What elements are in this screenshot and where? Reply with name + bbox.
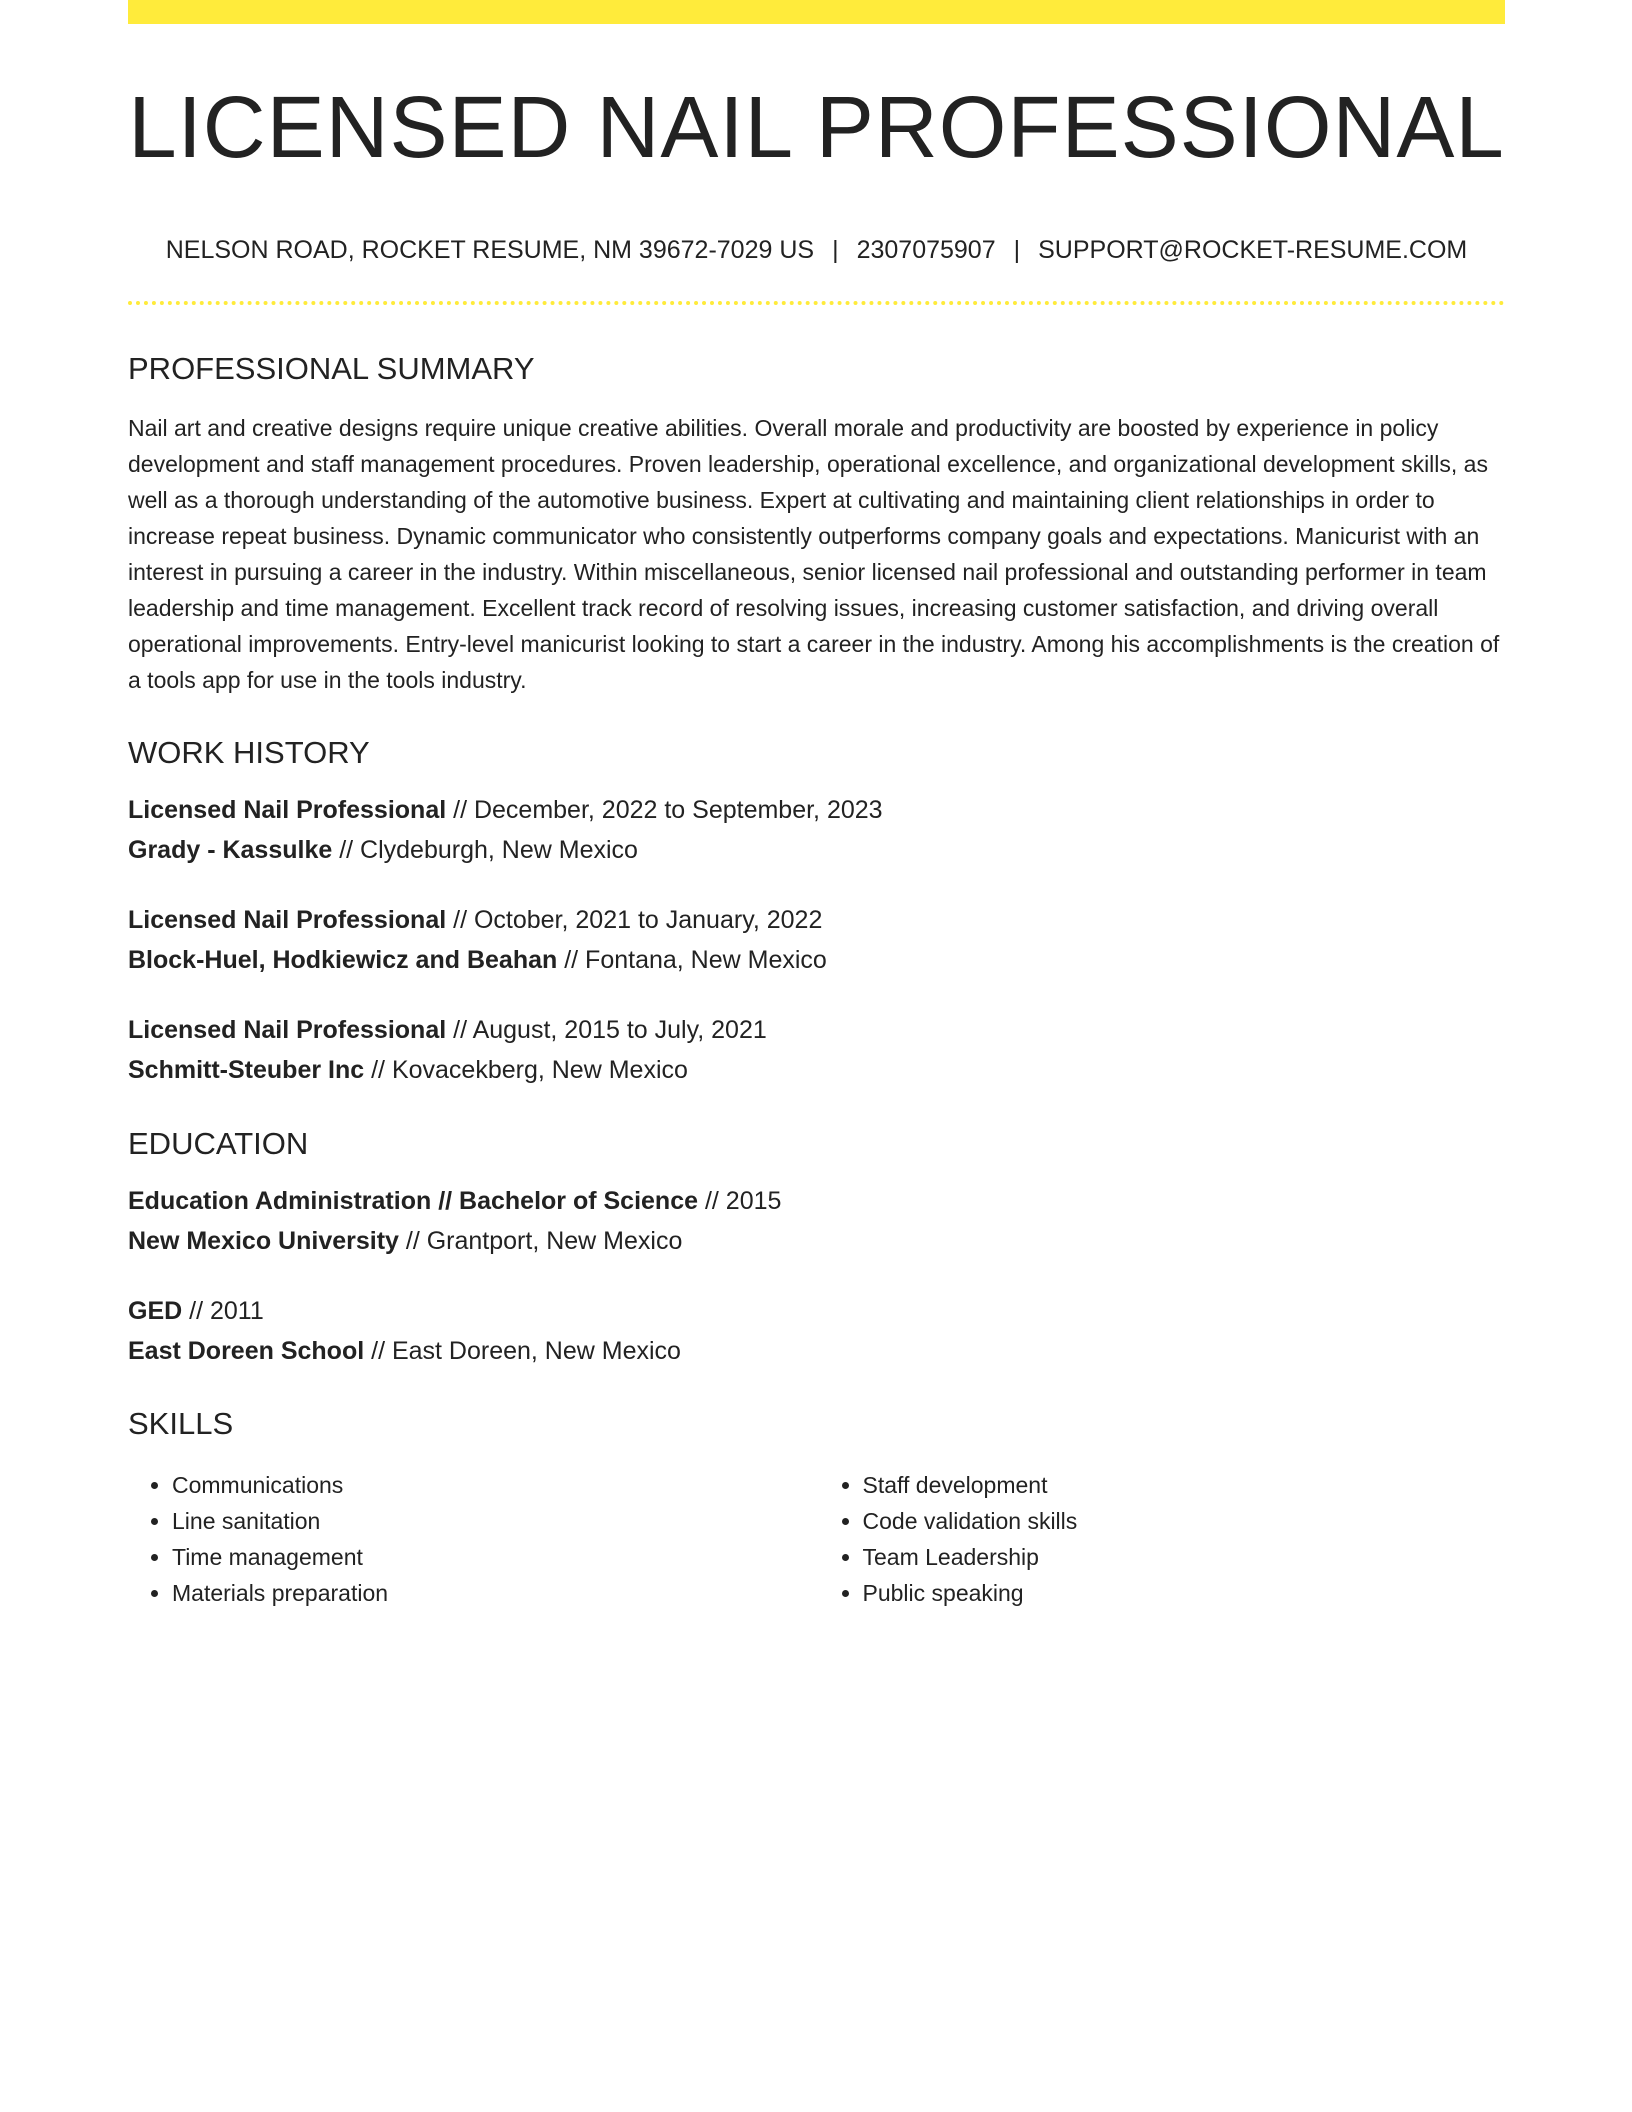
dotted-divider bbox=[128, 301, 1505, 305]
degree-line bbox=[128, 1291, 1505, 1331]
job-location: // Fontana, New Mexico bbox=[557, 946, 827, 974]
education-heading: EDUCATION bbox=[128, 1126, 309, 1161]
contact-phone: 2307075907 bbox=[856, 236, 996, 264]
school-name: New Mexico University bbox=[128, 1227, 399, 1255]
skill-item: • Line sanitation bbox=[172, 1503, 817, 1539]
accent-bar bbox=[128, 0, 1505, 24]
skills-column-left bbox=[128, 1467, 817, 1611]
skill-item: • Communications bbox=[172, 1467, 817, 1503]
contact-email: SUPPORT@ROCKET-RESUME.COM bbox=[1038, 236, 1468, 264]
summary-heading: PROFESSIONAL SUMMARY bbox=[128, 351, 535, 386]
contact-separator: | bbox=[832, 236, 839, 264]
graduation-year: // 2011 bbox=[182, 1297, 264, 1325]
job-location: // Kovacekberg, New Mexico bbox=[364, 1056, 688, 1084]
job-company: Block-Huel, Hodkiewicz and Beahan bbox=[128, 946, 558, 974]
education-entry bbox=[128, 1291, 1505, 1371]
skills-column-right bbox=[817, 1467, 1506, 1611]
job-company-line bbox=[128, 940, 1505, 980]
candidate-title: LICENSED NAIL PROFESSIONAL bbox=[128, 79, 1505, 176]
job-dates: // December, 2022 to September, 2023 bbox=[446, 796, 883, 824]
job-title-line bbox=[128, 790, 1505, 830]
job-dates: // August, 2015 to July, 2021 bbox=[446, 1016, 767, 1044]
school-line bbox=[128, 1331, 1505, 1371]
job-location: // Clydeburgh, New Mexico bbox=[332, 836, 638, 864]
job-entry bbox=[128, 900, 1505, 980]
skills-heading: SKILLS bbox=[128, 1406, 234, 1441]
job-company-line bbox=[128, 1050, 1505, 1090]
school-name: East Doreen School bbox=[128, 1337, 365, 1365]
skills-list bbox=[128, 1467, 1505, 1611]
job-dates: // October, 2021 to January, 2022 bbox=[446, 906, 823, 934]
job-role: Licensed Nail Professional bbox=[128, 1016, 447, 1044]
skill-item: • Public speaking bbox=[863, 1575, 1506, 1611]
job-entry bbox=[128, 1010, 1505, 1090]
skill-item: • Materials preparation bbox=[172, 1575, 817, 1611]
skill-item: • Time management bbox=[172, 1539, 817, 1575]
skill-item: • Team Leadership bbox=[863, 1539, 1506, 1575]
job-title-line bbox=[128, 900, 1505, 940]
skill-item: • Staff development bbox=[863, 1467, 1506, 1503]
work-history-heading: WORK HISTORY bbox=[128, 735, 370, 770]
resume-page bbox=[128, 0, 1505, 1611]
contact-separator: | bbox=[1013, 236, 1021, 264]
contact-line bbox=[128, 238, 1505, 263]
degree-line bbox=[128, 1181, 1505, 1221]
degree: Education Administration // Bachelor of Science bbox=[128, 1187, 699, 1215]
job-title-line bbox=[128, 1010, 1505, 1050]
education-entry bbox=[128, 1181, 1505, 1261]
graduation-year: // 2015 bbox=[698, 1187, 782, 1215]
contact-address: NELSON ROAD, ROCKET RESUME, NM 39672-7029 US bbox=[165, 236, 815, 264]
job-role: Licensed Nail Professional bbox=[128, 796, 447, 824]
school-location: // East Doreen, New Mexico bbox=[364, 1337, 681, 1365]
job-company: Grady - Kassulke bbox=[128, 836, 333, 864]
degree: GED bbox=[128, 1297, 183, 1325]
skill-item: • Code validation skills bbox=[863, 1503, 1506, 1539]
job-entry bbox=[128, 790, 1505, 870]
job-company-line bbox=[128, 830, 1505, 870]
job-company: Schmitt-Steuber Inc bbox=[128, 1056, 365, 1084]
job-role: Licensed Nail Professional bbox=[128, 906, 447, 934]
summary-text: Nail art and creative designs require unique creative abilities. Overall morale and productivity are boosted by experience in policy development and staff management procedures. Proven leadership, operational excellence, and organizational development skills, as well as a thorough understanding of the automotive business. Expert at cultivating and maintaining client relationships in order to increase repeat business. Dynamic communicator who consistently outperforms company goals and expectations. Manicurist with an interest in pursuing a career in the industry. Within miscellaneous, senior licensed nail professional and outstanding performer in team leadership and time management. Excellent track record of resolving issues, increasing customer satisfaction, and driving overall operational improvements. Entry-level manicurist looking to start a career in the industry. Among his accomplishments is the creation of a tools app for use in the tools industry. bbox=[128, 415, 1500, 693]
school-line bbox=[128, 1221, 1505, 1261]
school-location: // Grantport, New Mexico bbox=[398, 1227, 683, 1255]
